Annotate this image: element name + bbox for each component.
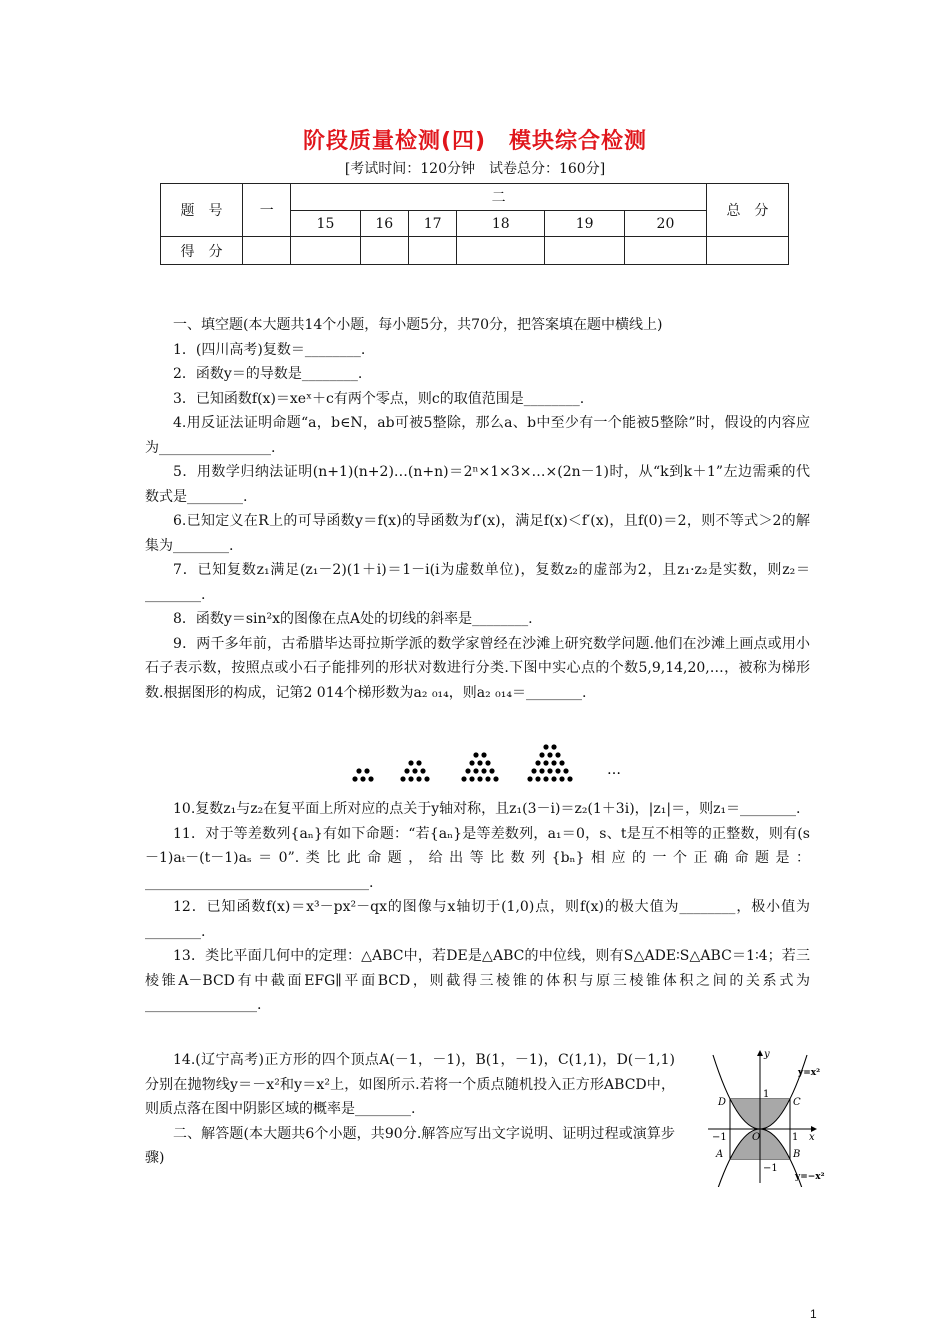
dot [539,768,544,773]
score-table-question-label: 题 号 [161,184,243,237]
dot [364,768,369,773]
score-table-number: 15 [291,211,360,237]
dot [481,752,486,757]
dot [469,760,474,765]
dot [469,776,474,781]
dot [477,760,482,765]
dot [493,776,498,781]
score-cell [545,237,625,265]
trapezoid-numbers-figure [345,744,645,788]
dot [547,768,552,773]
question-text: 12．已知函数f(x)＝x³－px²－qx的图像与x轴切于(1,0)点，则f(x)的极大值为________，极小值为________. [145,899,810,940]
dot [368,776,373,781]
question-text: 7．已知复数z₁满足(z₁－2)(1＋i)＝1－i(i为虚数单位)，复数z₂的虚部为2，且z₁·z₂是实数，则z₂＝________. [145,562,810,603]
curve-label-bottom: y=−x² [795,1172,825,1182]
dot [408,760,413,765]
question-text: 11．对于等差数列{aₙ}有如下命题：“若{aₙ}是等差数列，a₁＝0，s、t是互不相等的正整数，则有(s－1)aₜ－(t－1)aₛ＝0”.类比此命题，给出等比数列{bₙ}相应的一个正确命题是：________________________________. [145,825,810,891]
dot [531,768,536,773]
curve-label-top: y=x² [798,1068,821,1078]
point-b-label: B [793,1149,801,1160]
tick-label: 1 [763,1089,770,1100]
questions-part2 [145,797,810,1018]
dot [416,760,421,765]
dot [563,768,568,773]
point-c-label: C [793,1097,801,1108]
dot [555,768,560,773]
dot [408,776,413,781]
tick-label: 1 [792,1132,799,1143]
score-table [160,183,789,265]
dot [489,768,494,773]
parabola-figure [690,1047,840,1187]
dot [404,768,409,773]
dot [547,752,552,757]
dot [400,776,405,781]
dot [412,768,417,773]
dot [535,760,540,765]
question-text: 13．类比平面几何中的定理：△ABC中，若DE是△ABC的中位线，则有S△ADE∶S△ABC＝1∶4；若三棱锥A－BCD有中截面EFG∥平面BCD，则截得三棱锥的体积与原三棱锥体积之间的关系式为________________. [145,948,810,1013]
question-text: 1．(四川高考)复数＝________. [173,341,366,358]
score-table-part2: 二 [291,184,706,211]
score-cell [625,237,707,265]
section-heading: 一、填空题(本大题共14个小题，每小题5分，共70分，把答案填在题中横线上) [173,317,663,333]
dot [416,776,421,781]
page-number: 1 [810,1307,817,1321]
score-table-part1: 一 [243,184,291,237]
score-table-score-label: 得 分 [161,237,243,265]
question-text: 10.复数z₁与z₂在复平面上所对应的点关于y轴对称，且z₁(3－i)＝z₂(1＋3i)，|z₁|＝，则z₁＝________. [173,801,801,817]
question-text: 9．两千多年前，古希腊毕达哥拉斯学派的数学家曾经在沙滩上研究数学问题.他们在沙滩上画点或用小石子表示数，按照点或小石子能排列的形状对数进行分类.下图中实心点的个数5,9,14,20,…，被称为梯形数.根据图形的构成，记第2 014个梯形数为a₂ ₀₁₄，则a₂ ₀₁₄＝________. [145,635,810,701]
point-d-label: D [718,1097,727,1108]
dot [543,776,548,781]
dot [543,744,548,749]
score-table-number: 18 [457,211,545,237]
dot [551,744,556,749]
dot [465,768,470,773]
score-cell [457,237,545,265]
dots-ellipsis: … [607,762,621,778]
dot [559,776,564,781]
dot [473,752,478,757]
dot [551,776,556,781]
tick-label: −1 [763,1163,778,1174]
dot [477,776,482,781]
score-table-total: 总 分 [706,184,788,237]
questions-part3 [145,1048,675,1171]
score-table-number: 17 [408,211,456,237]
dot [424,776,429,781]
question-text: 5．用数学归纳法证明(n+1)(n+2)…(n+n)＝2ⁿ×1×3×…×(2n－1)时，从“k到k＋1”左边需乘的代数式是________. [145,464,810,505]
page-title: 阶段质量检测(四) 模块综合检测 [302,129,648,154]
score-cell [706,237,788,265]
dot [567,776,572,781]
question-text: 4.用反证法证明命题“a，b∈N，ab可被5整除，那么a、b中至少有一个能被5整除”时，假设的内容应为________________. [145,415,810,456]
x-axis-label: x [809,1132,815,1143]
dot [360,776,365,781]
questions-part1 [145,313,810,705]
dot [539,752,544,757]
question-text: 14.(辽宁高考)正方形的四个顶点A(－1，－1)，B(1，－1)，C(1,1)，D(－1,1)分别在抛物线y＝－x²和y＝x²上，如图所示.若将一个质点随机投入正方形ABCD中，则质点落在图中阴影区域的概率是________. [145,1052,675,1117]
score-table-number: 19 [545,211,625,237]
dot [485,776,490,781]
score-cell [243,237,291,265]
question-text: 3．已知函数f(x)＝xeˣ＋c有两个零点，则c的取值范围是________. [173,390,585,407]
score-table-number: 20 [625,211,707,237]
dot [559,760,564,765]
dot [481,768,486,773]
score-cell [360,237,408,265]
dot [555,752,560,757]
dot [485,760,490,765]
score-table-number: 16 [360,211,408,237]
tick-label: −1 [712,1132,727,1143]
score-cell [408,237,456,265]
y-axis-label: y [764,1049,770,1060]
origin-label: O [752,1132,761,1143]
dot [543,760,548,765]
dot [420,768,425,773]
dot [356,768,361,773]
question-text: 8．函数y＝sin²x的图像在点A处的切线的斜率是________. [173,611,533,627]
dot [551,760,556,765]
question-text: 2．函数y＝的导数是________. [173,366,363,382]
dot [352,776,357,781]
question-text: 6.已知定义在R上的可导函数y＝f(x)的导函数为f′(x)，满足f(x)＜f′(x)，且f(0)＝2，则不等式＞2的解集为________. [145,513,810,554]
dot [461,776,466,781]
dot [535,776,540,781]
point-a-label: A [716,1149,724,1160]
score-cell [291,237,360,265]
dot [527,776,532,781]
exam-info: [考试时间：120分钟 试卷总分：160分] [344,161,606,177]
dot [473,768,478,773]
section-heading: 二、解答题(本大题共6个小题，共90分.解答应写出文字说明、证明过程或演算步骤) [145,1125,675,1166]
